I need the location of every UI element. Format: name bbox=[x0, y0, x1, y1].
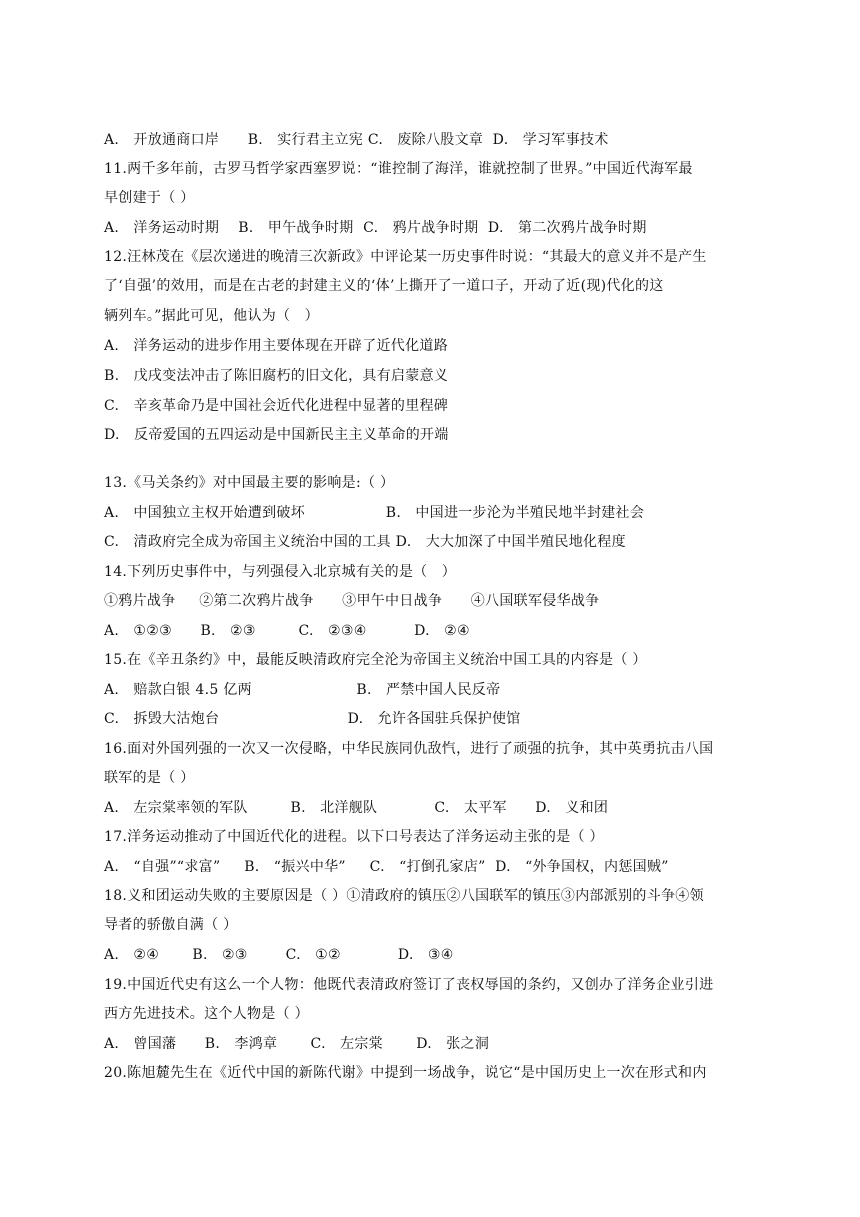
options-q15-cd: C. 拆毁大沽炮台 D. 允许各国驻兵保护使馆 bbox=[104, 711, 521, 727]
question-12-line-1: 12.汪林茂在《层次递进的晚清三次新政》中评论某一历史事件时说：“其最大的意义并不是产生 bbox=[104, 249, 707, 265]
question-16-line-1: 16.面对外国列强的一次又一次侵略，中华民族同仇敌忾，进行了顽强的抗争，其中英勇抗击八国 bbox=[104, 741, 714, 757]
question-11-line-2: 早创建于（ ） bbox=[104, 190, 195, 206]
option-q12-c: C. 辛亥革命乃是中国社会近代化进程中显著的里程碑 bbox=[104, 398, 449, 414]
question-19-line-2: 西方先进技术。这个人物是（ ） bbox=[104, 1006, 309, 1022]
question-18-line-2: 导者的骄傲自满（ ） bbox=[104, 917, 238, 933]
options-q18: A. ②④ B. ②③ C. ①② D. ③④ bbox=[104, 947, 454, 963]
options-q11: A. 洋务运动时期 B. 甲午战争时期 C. 鸦片战争时期 D. 第二次鸦片战争时期 bbox=[104, 220, 647, 236]
question-14: 14.下列历史事件中，与列强侵入北京城有关的是（ ） bbox=[104, 564, 457, 580]
question-16-line-2: 联军的是（ ） bbox=[104, 770, 195, 786]
question-11-line-1: 11.两千多年前，古罗马哲学家西塞罗说：“谁控制了海洋，谁就控制了世界。”中国近代海军最 bbox=[104, 161, 693, 177]
option-q12-d: D. 反帝爱国的五四运动是中国新民主主义革命的开端 bbox=[104, 427, 449, 443]
option-q12-b: B. 戊戌变法冲击了陈旧腐朽的旧文化，具有启蒙意义 bbox=[104, 368, 449, 384]
question-18-line-1: 18.义和团运动失败的主要原因是（ ）①清政府的镇压②八国联军的镇压③内部派别的斗争④领 bbox=[104, 888, 704, 904]
question-13: 13.《马关条约》对中国最主要的影响是:（ ） bbox=[104, 475, 395, 491]
options-q14: A. ①②③ B. ②③ C. ②③④ D. ②④ bbox=[104, 623, 470, 639]
options-q15-ab: A. 赔款白银 4.5 亿两 B. 严禁中国人民反帝 bbox=[104, 682, 501, 698]
options-q19: A. 曾国藩 B. 李鸿章 C. 左宗棠 D. 张之洞 bbox=[104, 1036, 490, 1052]
options-q13-ab: A. 中国独立主权开始遭到破坏 B. 中国进一步沦为半殖民地半封建社会 bbox=[104, 505, 645, 521]
question-19-line-1: 19.中国近代史有这么一个人物：他既代表清政府签订了丧权辱国的条约，又创办了洋务企业引进 bbox=[104, 977, 714, 993]
options-q10: A. 开放通商口岸 B. 实行君主立宪 C. 废除八股文章 D. 学习军事技术 bbox=[104, 132, 609, 148]
question-17: 17.洋务运动推动了中国近代化的进程。以下口号表达了洋务运动主张的是（ ） bbox=[104, 829, 604, 845]
question-15: 15.在《辛丑条约》中，最能反映清政府完全沦为帝国主义统治中国工具的内容是（ ） bbox=[104, 652, 647, 668]
question-12-line-3: 辆列车。”据此可见，他认为（ ） bbox=[104, 308, 319, 324]
question-12-line-2: 了‘自强’的效用，而是在古老的封建主义的‘体’上撕开了一道口子，开动了近(现)代化的这 bbox=[104, 278, 664, 294]
option-q12-a: A. 洋务运动的进步作用主要体现在开辟了近代化道路 bbox=[104, 338, 449, 354]
question-14-items: ①鸦片战争 ②第二次鸦片战争 ③甲午中日战争 ④八国联军侵华战争 bbox=[104, 593, 600, 609]
options-q16: A. 左宗棠率领的军队 B. 北洋舰队 C. 太平军 D. 义和团 bbox=[104, 800, 609, 816]
options-q13-cd: C. 清政府完全成为帝国主义统治中国的工具 D. 大大加深了中国半殖民地化程度 bbox=[104, 534, 626, 550]
question-20-line-1: 20.陈旭麓先生在《近代中国的新陈代谢》中提到一场战争，说它“是中国历史上一次在形式和内 bbox=[104, 1065, 707, 1081]
options-q17: A. “自强”“求富” B. “振兴中华” C. “打倒孔家店” D. “外争国权，内惩国贼” bbox=[104, 859, 669, 875]
